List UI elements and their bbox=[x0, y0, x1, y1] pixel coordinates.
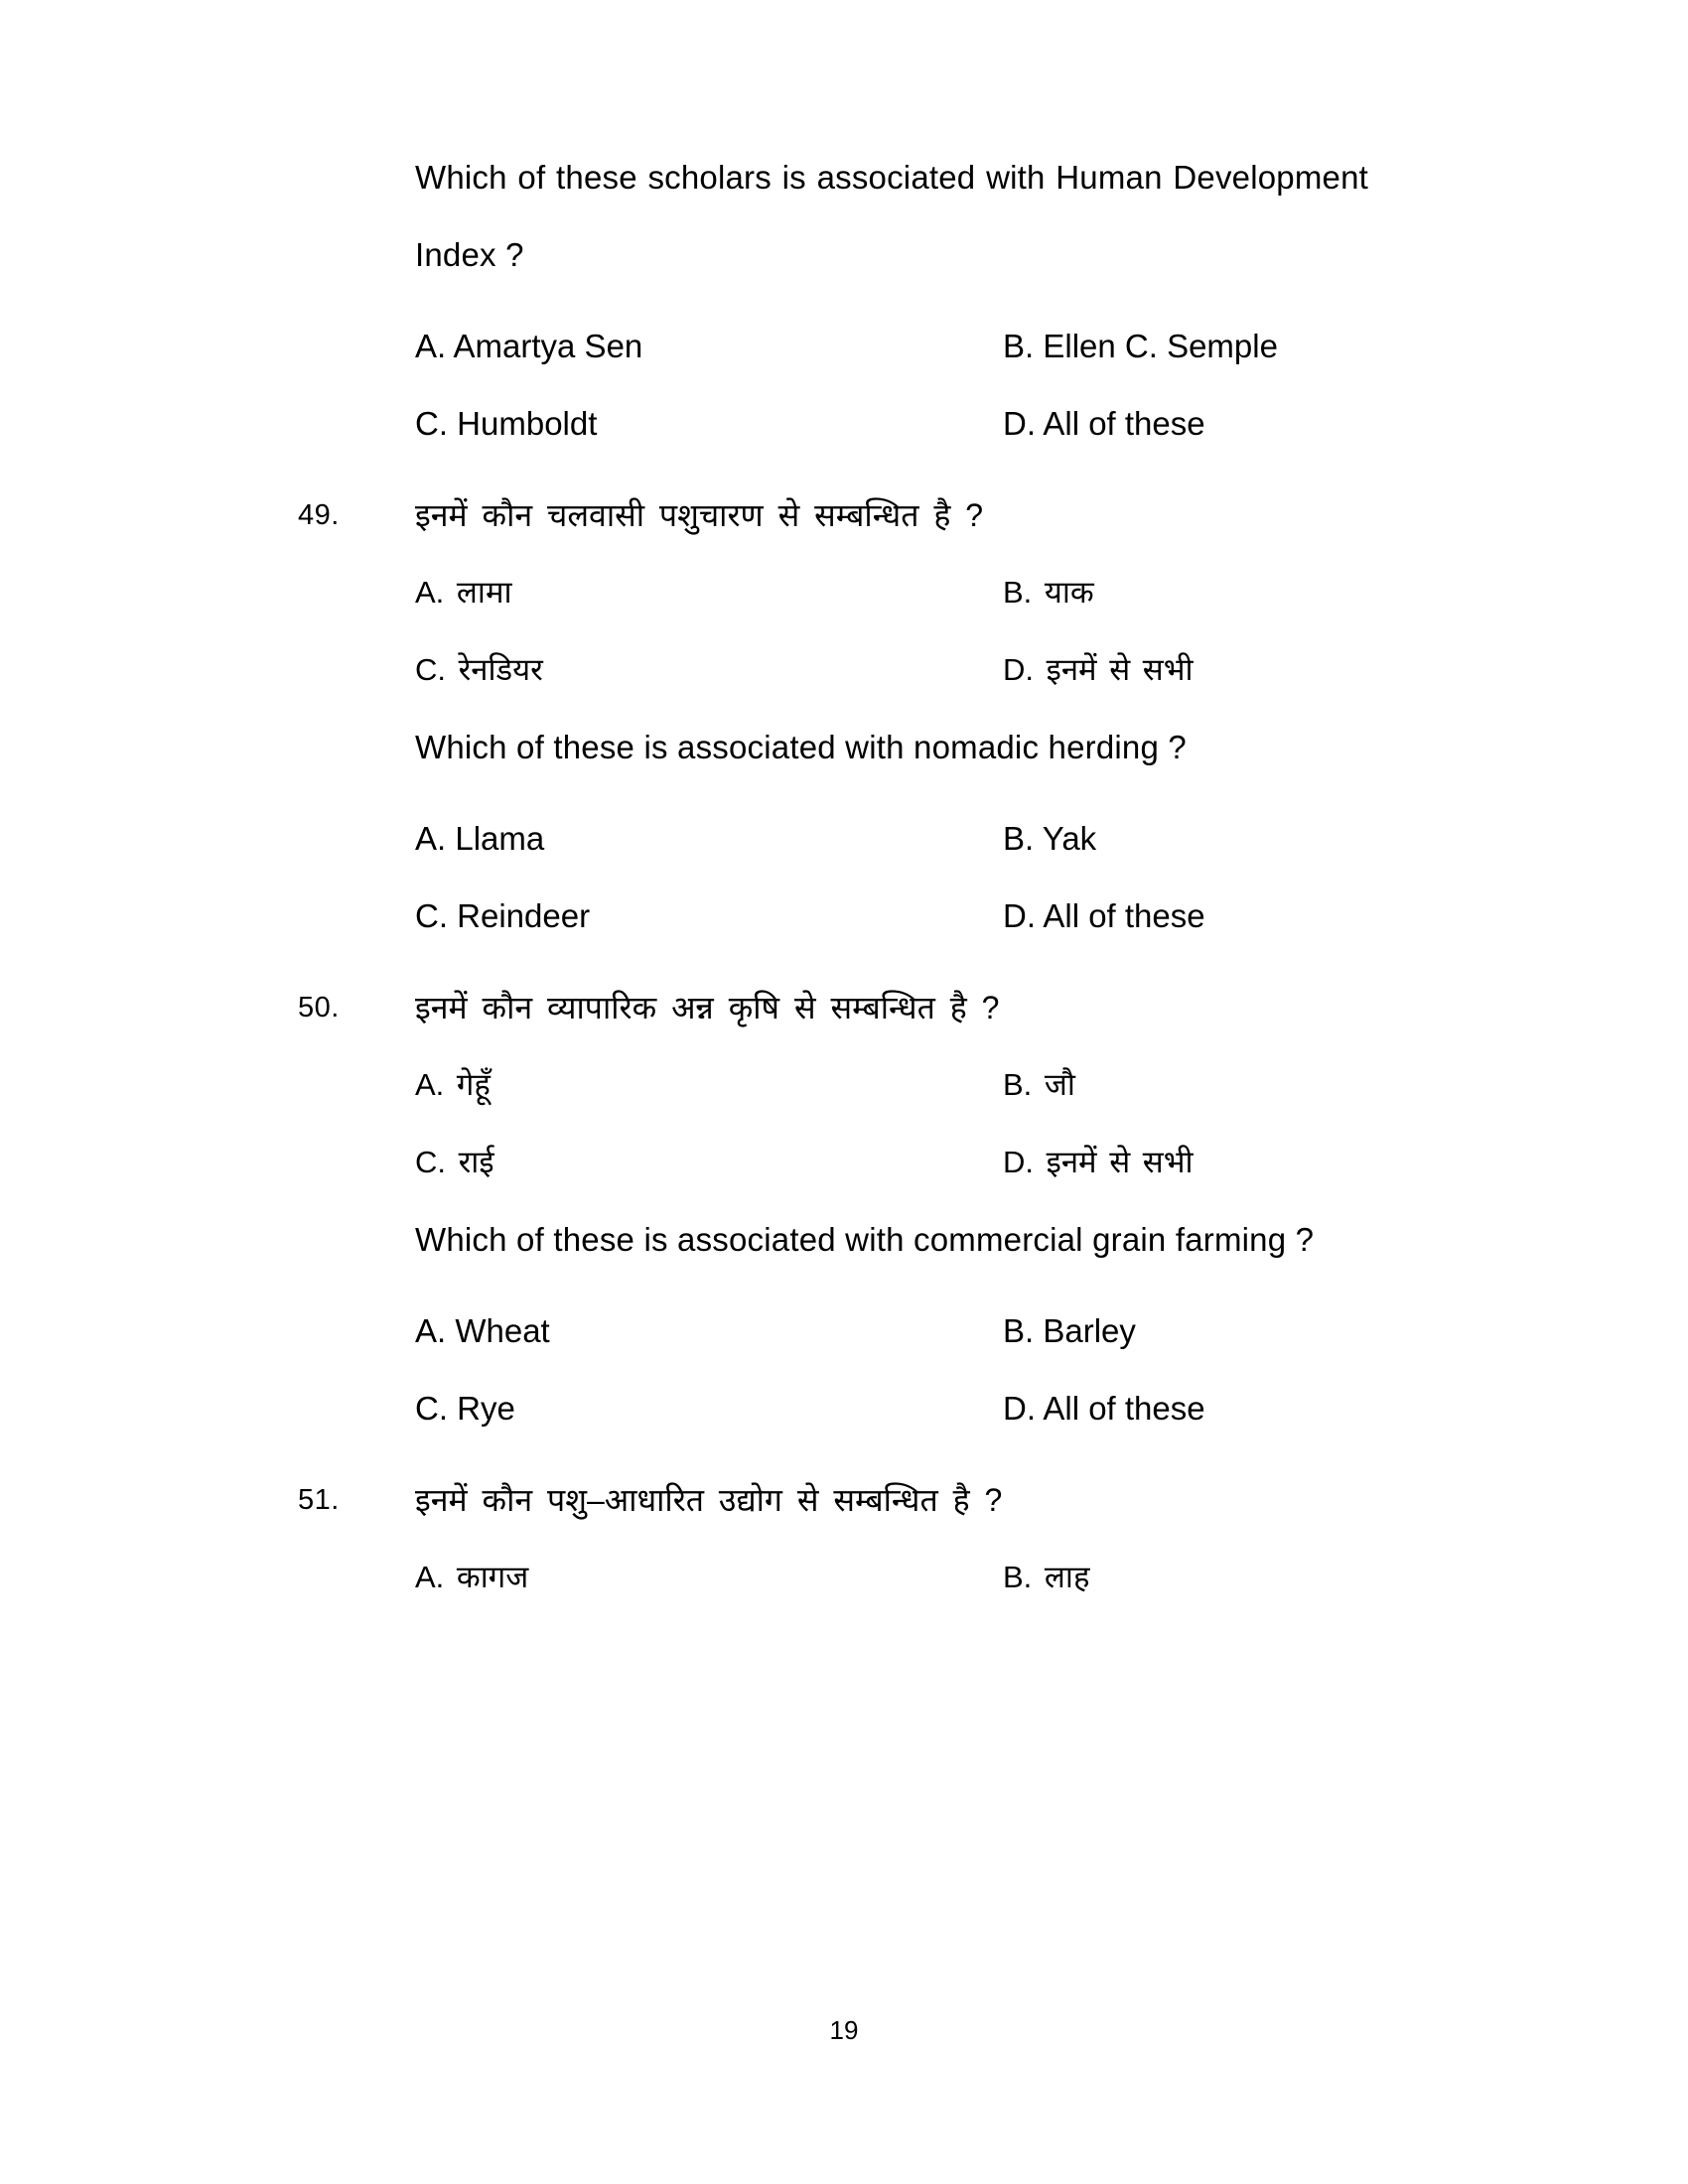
question-block-49 bbox=[0, 477, 1688, 955]
question-51-stem-hi: इनमें कौन पशु–आधारित उद्योग से सम्बन्धित है ? bbox=[415, 1482, 1003, 1518]
question-50-stem-en-row bbox=[0, 1201, 1688, 1279]
question-50-stem-hi: इनमें कौन व्यापारिक अन्न कृषि से सम्बन्धित है ? bbox=[415, 990, 1000, 1025]
question-50-hi-options-row-1 bbox=[0, 1046, 1688, 1124]
question-block-50 bbox=[0, 969, 1688, 1447]
question-49-option-en-a[interactable]: A. Llama bbox=[415, 820, 545, 857]
question-50-hi-options-row-2 bbox=[0, 1124, 1688, 1201]
question-49-stem-en-row bbox=[0, 709, 1688, 786]
question-49-option-hi-c[interactable]: C. रेनडियर bbox=[415, 652, 543, 687]
question-48-option-b[interactable]: B. Ellen C. Semple bbox=[1003, 328, 1278, 364]
question-48-option-c[interactable]: C. Humboldt bbox=[415, 405, 598, 442]
question-49-hi-options-row-2 bbox=[0, 631, 1688, 709]
question-48-options-row-2 bbox=[0, 385, 1688, 463]
question-50-stem-hi-row bbox=[0, 969, 1688, 1046]
question-50-option-hi-b[interactable]: B. जौ bbox=[1003, 1067, 1075, 1102]
question-block-51 bbox=[0, 1461, 1688, 1616]
question-49-en-options-row-1 bbox=[0, 800, 1688, 878]
question-51-number: 51. bbox=[298, 1484, 340, 1516]
question-51-hi-options-row-1 bbox=[0, 1539, 1688, 1616]
question-49-option-en-b[interactable]: B. Yak bbox=[1003, 820, 1097, 857]
question-49-hi-options-row-1 bbox=[0, 554, 1688, 631]
question-51-option-hi-a[interactable]: A. कागज bbox=[415, 1560, 529, 1594]
question-50-option-en-a[interactable]: A. Wheat bbox=[415, 1312, 550, 1349]
question-48-options-row-1 bbox=[0, 308, 1688, 385]
question-51-option-hi-b[interactable]: B. लाह bbox=[1003, 1560, 1090, 1594]
question-49-option-en-c[interactable]: C. Reindeer bbox=[415, 897, 591, 934]
page-number: 19 bbox=[829, 2015, 859, 2045]
question-49-option-hi-d[interactable]: D. इनमें से सभी bbox=[1003, 652, 1194, 687]
question-48-stem-line-2 bbox=[0, 216, 1688, 294]
question-50-number: 50. bbox=[298, 992, 340, 1024]
question-49-stem-hi-row bbox=[0, 477, 1688, 554]
question-49-option-en-d[interactable]: D. All of these bbox=[1003, 897, 1205, 934]
question-50-option-hi-c[interactable]: C. राई bbox=[415, 1145, 494, 1179]
question-50-option-en-b[interactable]: B. Barley bbox=[1003, 1312, 1136, 1349]
question-49-en-options-row-2 bbox=[0, 878, 1688, 955]
question-50-option-hi-a[interactable]: A. गेहूँ bbox=[415, 1067, 491, 1102]
question-51-stem-hi-row bbox=[0, 1461, 1688, 1539]
question-49-stem-hi: इनमें कौन चलवासी पशुचारण से सम्बन्धित है ? bbox=[415, 497, 984, 533]
question-49-option-hi-b[interactable]: B. याक bbox=[1003, 575, 1094, 610]
question-48-stem-line-1 bbox=[0, 139, 1688, 216]
question-48-stem-en-line-1: Which of these scholars is associated with Human Development bbox=[415, 159, 1368, 196]
question-50-option-en-c[interactable]: C. Rye bbox=[415, 1390, 515, 1427]
question-49-stem-en: Which of these is associated with nomadic herding ? bbox=[415, 729, 1187, 765]
question-49-option-hi-a[interactable]: A. लामा bbox=[415, 575, 512, 610]
question-48-option-d[interactable]: D. All of these bbox=[1003, 405, 1205, 442]
question-48-stem-en-line-2: Index ? bbox=[415, 236, 524, 273]
question-48-option-a[interactable]: A. Amartya Sen bbox=[415, 328, 643, 364]
question-50-option-en-d[interactable]: D. All of these bbox=[1003, 1390, 1205, 1427]
question-50-en-options-row-2 bbox=[0, 1370, 1688, 1447]
question-50-stem-en: Which of these is associated with commercial grain farming ? bbox=[415, 1221, 1315, 1258]
question-block-48 bbox=[0, 0, 1688, 463]
question-50-en-options-row-1 bbox=[0, 1293, 1688, 1370]
question-49-number: 49. bbox=[298, 499, 340, 531]
question-50-option-hi-d[interactable]: D. इनमें से सभी bbox=[1003, 1145, 1194, 1179]
